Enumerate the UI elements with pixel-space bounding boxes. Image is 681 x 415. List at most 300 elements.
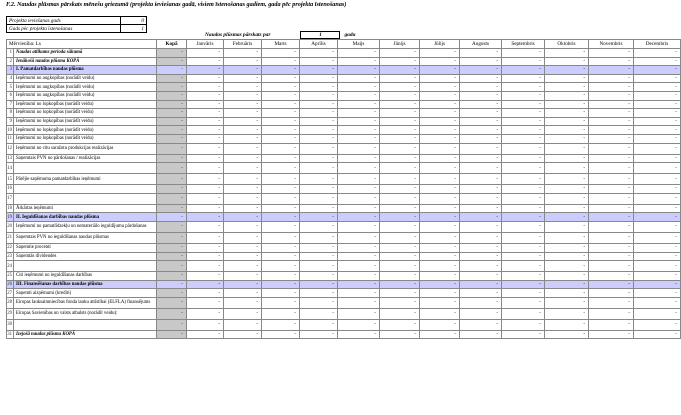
month-value-cell[interactable]: - — [338, 185, 380, 194]
month-value-cell[interactable]: - — [634, 308, 681, 319]
month-value-cell[interactable]: - — [338, 252, 380, 261]
month-value-cell[interactable]: - — [262, 319, 300, 330]
month-value-cell[interactable]: - — [460, 117, 502, 126]
month-value-cell[interactable]: - — [262, 134, 300, 143]
month-value-cell[interactable]: - — [634, 134, 681, 143]
month-value-cell[interactable]: - — [300, 91, 338, 100]
month-value-cell[interactable]: - — [187, 261, 224, 272]
month-value-cell[interactable]: - — [634, 272, 681, 281]
month-value-cell[interactable]: - — [187, 243, 224, 252]
month-value-cell[interactable]: - — [224, 308, 262, 319]
month-value-cell[interactable]: - — [460, 261, 502, 272]
month-value-cell[interactable]: - — [380, 289, 420, 298]
month-value-cell[interactable]: - — [187, 83, 224, 92]
month-value-cell[interactable]: - — [634, 117, 681, 126]
month-value-cell[interactable]: - — [224, 66, 262, 75]
month-value-cell[interactable]: - — [545, 126, 589, 135]
month-value-cell[interactable]: - — [187, 57, 224, 66]
month-value-cell[interactable]: - — [634, 193, 681, 204]
month-value-cell[interactable]: - — [589, 134, 634, 143]
month-value-cell[interactable]: - — [420, 163, 460, 174]
month-value-cell[interactable]: - — [380, 243, 420, 252]
month-value-cell[interactable]: - — [300, 74, 338, 83]
month-value-cell[interactable]: - — [502, 126, 545, 135]
month-value-cell[interactable]: - — [187, 49, 224, 58]
month-value-cell[interactable]: - — [589, 297, 634, 308]
month-value-cell[interactable]: - — [420, 280, 460, 289]
month-value-cell[interactable]: - — [262, 143, 300, 154]
period-value-input[interactable]: 1 — [300, 31, 340, 39]
month-value-cell[interactable]: - — [380, 49, 420, 58]
month-value-cell[interactable]: - — [262, 185, 300, 194]
month-value-cell[interactable]: - — [187, 289, 224, 298]
month-value-cell[interactable]: - — [300, 100, 338, 109]
month-value-cell[interactable]: - — [502, 272, 545, 281]
month-value-cell[interactable]: - — [420, 232, 460, 243]
month-value-cell[interactable]: - — [420, 83, 460, 92]
month-value-cell[interactable]: - — [187, 185, 224, 194]
month-value-cell[interactable]: - — [187, 174, 224, 185]
month-value-cell[interactable]: - — [589, 57, 634, 66]
month-value-cell[interactable]: - — [502, 221, 545, 232]
month-value-cell[interactable]: - — [545, 280, 589, 289]
month-value-cell[interactable]: - — [502, 252, 545, 261]
month-value-cell[interactable]: - — [300, 221, 338, 232]
month-value-cell[interactable]: - — [420, 49, 460, 58]
month-value-cell[interactable]: - — [380, 185, 420, 194]
month-value-cell[interactable]: - — [460, 109, 502, 118]
month-value-cell[interactable]: - — [634, 232, 681, 243]
month-value-cell[interactable]: - — [589, 243, 634, 252]
month-value-cell[interactable]: - — [502, 49, 545, 58]
month-value-cell[interactable]: - — [338, 243, 380, 252]
month-value-cell[interactable]: - — [380, 83, 420, 92]
month-value-cell[interactable]: - — [545, 261, 589, 272]
month-value-cell[interactable]: - — [224, 193, 262, 204]
month-value-cell[interactable]: - — [380, 252, 420, 261]
month-value-cell[interactable]: - — [300, 174, 338, 185]
month-value-cell[interactable]: - — [420, 185, 460, 194]
month-value-cell[interactable]: - — [502, 134, 545, 143]
month-value-cell[interactable]: - — [420, 319, 460, 330]
month-value-cell[interactable]: - — [262, 49, 300, 58]
month-value-cell[interactable]: - — [187, 280, 224, 289]
month-value-cell[interactable]: - — [634, 280, 681, 289]
month-value-cell[interactable]: - — [634, 330, 681, 339]
month-value-cell[interactable]: - — [262, 213, 300, 222]
month-value-cell[interactable]: - — [545, 330, 589, 339]
month-value-cell[interactable]: - — [187, 109, 224, 118]
month-value-cell[interactable]: - — [460, 174, 502, 185]
month-value-cell[interactable]: - — [262, 117, 300, 126]
month-value-cell[interactable]: - — [460, 243, 502, 252]
month-value-cell[interactable]: - — [420, 193, 460, 204]
month-value-cell[interactable]: - — [224, 261, 262, 272]
month-value-cell[interactable]: - — [545, 163, 589, 174]
month-value-cell[interactable]: - — [338, 174, 380, 185]
month-value-cell[interactable]: - — [338, 109, 380, 118]
month-value-cell[interactable]: - — [420, 154, 460, 163]
month-value-cell[interactable]: - — [380, 272, 420, 281]
month-value-cell[interactable]: - — [300, 49, 338, 58]
month-value-cell[interactable]: - — [187, 319, 224, 330]
month-value-cell[interactable]: - — [300, 163, 338, 174]
month-value-cell[interactable]: - — [460, 319, 502, 330]
month-value-cell[interactable]: - — [460, 308, 502, 319]
month-value-cell[interactable]: - — [224, 330, 262, 339]
month-value-cell[interactable]: - — [224, 252, 262, 261]
month-value-cell[interactable]: - — [262, 126, 300, 135]
month-value-cell[interactable]: - — [502, 297, 545, 308]
month-value-cell[interactable]: - — [420, 297, 460, 308]
month-value-cell[interactable]: - — [545, 100, 589, 109]
month-value-cell[interactable]: - — [545, 74, 589, 83]
month-value-cell[interactable]: - — [420, 252, 460, 261]
month-value-cell[interactable]: - — [460, 193, 502, 204]
month-value-cell[interactable]: - — [224, 272, 262, 281]
month-value-cell[interactable]: - — [380, 204, 420, 213]
month-value-cell[interactable]: - — [545, 154, 589, 163]
month-value-cell[interactable]: - — [380, 280, 420, 289]
month-value-cell[interactable]: - — [420, 221, 460, 232]
month-value-cell[interactable]: - — [224, 91, 262, 100]
month-value-cell[interactable]: - — [589, 163, 634, 174]
month-value-cell[interactable]: - — [338, 330, 380, 339]
month-value-cell[interactable]: - — [300, 243, 338, 252]
month-value-cell[interactable]: - — [300, 289, 338, 298]
month-value-cell[interactable]: - — [589, 213, 634, 222]
month-value-cell[interactable]: - — [460, 49, 502, 58]
month-value-cell[interactable]: - — [262, 100, 300, 109]
month-value-cell[interactable]: - — [502, 280, 545, 289]
month-value-cell[interactable]: - — [187, 100, 224, 109]
month-value-cell[interactable]: - — [502, 100, 545, 109]
month-value-cell[interactable]: - — [300, 83, 338, 92]
month-value-cell[interactable]: - — [545, 174, 589, 185]
month-value-cell[interactable]: - — [300, 143, 338, 154]
month-value-cell[interactable]: - — [634, 297, 681, 308]
month-value-cell[interactable]: - — [380, 297, 420, 308]
month-value-cell[interactable]: - — [338, 221, 380, 232]
month-value-cell[interactable]: - — [634, 252, 681, 261]
month-value-cell[interactable]: - — [545, 308, 589, 319]
month-value-cell[interactable]: - — [502, 174, 545, 185]
month-value-cell[interactable]: - — [262, 272, 300, 281]
month-value-cell[interactable]: - — [460, 163, 502, 174]
month-value-cell[interactable]: - — [224, 185, 262, 194]
month-value-cell[interactable]: - — [380, 100, 420, 109]
month-value-cell[interactable]: - — [502, 261, 545, 272]
month-value-cell[interactable]: - — [589, 100, 634, 109]
month-value-cell[interactable]: - — [460, 91, 502, 100]
month-value-cell[interactable]: - — [300, 261, 338, 272]
param-value-input[interactable]: 0 — [120, 17, 146, 24]
month-value-cell[interactable]: - — [589, 126, 634, 135]
month-value-cell[interactable]: - — [300, 57, 338, 66]
month-value-cell[interactable]: - — [545, 193, 589, 204]
month-value-cell[interactable]: - — [460, 204, 502, 213]
month-value-cell[interactable]: - — [338, 272, 380, 281]
month-value-cell[interactable]: - — [460, 66, 502, 75]
month-value-cell[interactable]: - — [380, 143, 420, 154]
month-value-cell[interactable]: - — [380, 330, 420, 339]
month-value-cell[interactable]: - — [502, 66, 545, 75]
month-value-cell[interactable]: - — [224, 100, 262, 109]
month-value-cell[interactable]: - — [545, 204, 589, 213]
month-value-cell[interactable]: - — [262, 308, 300, 319]
month-value-cell[interactable]: - — [634, 143, 681, 154]
month-value-cell[interactable]: - — [460, 232, 502, 243]
month-value-cell[interactable]: - — [300, 117, 338, 126]
month-value-cell[interactable]: - — [502, 330, 545, 339]
month-value-cell[interactable]: - — [262, 109, 300, 118]
month-value-cell[interactable]: - — [502, 154, 545, 163]
month-value-cell[interactable]: - — [460, 221, 502, 232]
month-value-cell[interactable]: - — [420, 204, 460, 213]
month-value-cell[interactable]: - — [380, 66, 420, 75]
month-value-cell[interactable]: - — [224, 174, 262, 185]
month-value-cell[interactable]: - — [545, 143, 589, 154]
month-value-cell[interactable]: - — [300, 252, 338, 261]
month-value-cell[interactable]: - — [420, 91, 460, 100]
month-value-cell[interactable]: - — [502, 57, 545, 66]
month-value-cell[interactable]: - — [589, 261, 634, 272]
month-value-cell[interactable]: - — [187, 193, 224, 204]
month-value-cell[interactable]: - — [589, 49, 634, 58]
month-value-cell[interactable]: - — [380, 261, 420, 272]
month-value-cell[interactable]: - — [589, 308, 634, 319]
month-value-cell[interactable]: - — [420, 272, 460, 281]
month-value-cell[interactable]: - — [224, 297, 262, 308]
month-value-cell[interactable]: - — [262, 154, 300, 163]
month-value-cell[interactable]: - — [634, 154, 681, 163]
month-value-cell[interactable]: - — [338, 308, 380, 319]
month-value-cell[interactable]: - — [502, 232, 545, 243]
month-value-cell[interactable]: - — [224, 154, 262, 163]
month-value-cell[interactable]: - — [460, 213, 502, 222]
month-value-cell[interactable]: - — [589, 221, 634, 232]
param-value-input[interactable]: 1 — [120, 25, 146, 32]
month-value-cell[interactable]: - — [634, 289, 681, 298]
month-value-cell[interactable]: - — [262, 330, 300, 339]
month-value-cell[interactable]: - — [187, 297, 224, 308]
month-value-cell[interactable]: - — [460, 289, 502, 298]
month-value-cell[interactable]: - — [545, 57, 589, 66]
month-value-cell[interactable]: - — [589, 117, 634, 126]
month-value-cell[interactable]: - — [420, 174, 460, 185]
month-value-cell[interactable]: - — [380, 174, 420, 185]
month-value-cell[interactable]: - — [262, 204, 300, 213]
month-value-cell[interactable]: - — [502, 289, 545, 298]
month-value-cell[interactable]: - — [502, 74, 545, 83]
month-value-cell[interactable]: - — [338, 126, 380, 135]
month-value-cell[interactable]: - — [545, 91, 589, 100]
month-value-cell[interactable]: - — [338, 213, 380, 222]
month-value-cell[interactable]: - — [502, 204, 545, 213]
month-value-cell[interactable]: - — [187, 221, 224, 232]
month-value-cell[interactable]: - — [545, 117, 589, 126]
month-value-cell[interactable]: - — [589, 74, 634, 83]
month-value-cell[interactable]: - — [300, 185, 338, 194]
month-value-cell[interactable]: - — [338, 117, 380, 126]
month-value-cell[interactable]: - — [380, 91, 420, 100]
month-value-cell[interactable]: - — [545, 66, 589, 75]
month-value-cell[interactable]: - — [545, 221, 589, 232]
month-value-cell[interactable]: - — [634, 49, 681, 58]
month-value-cell[interactable]: - — [300, 308, 338, 319]
month-value-cell[interactable]: - — [545, 243, 589, 252]
month-value-cell[interactable]: - — [224, 163, 262, 174]
month-value-cell[interactable]: - — [589, 185, 634, 194]
month-value-cell[interactable]: - — [589, 154, 634, 163]
month-value-cell[interactable]: - — [187, 74, 224, 83]
month-value-cell[interactable]: - — [380, 134, 420, 143]
month-value-cell[interactable]: - — [300, 232, 338, 243]
month-value-cell[interactable]: - — [634, 66, 681, 75]
month-value-cell[interactable]: - — [262, 252, 300, 261]
month-value-cell[interactable]: - — [187, 143, 224, 154]
month-value-cell[interactable]: - — [187, 163, 224, 174]
month-value-cell[interactable]: - — [420, 66, 460, 75]
month-value-cell[interactable]: - — [634, 74, 681, 83]
month-value-cell[interactable]: - — [634, 261, 681, 272]
month-value-cell[interactable]: - — [634, 185, 681, 194]
month-value-cell[interactable]: - — [262, 91, 300, 100]
month-value-cell[interactable]: - — [460, 272, 502, 281]
month-value-cell[interactable]: - — [420, 100, 460, 109]
month-value-cell[interactable]: - — [589, 204, 634, 213]
month-value-cell[interactable]: - — [300, 272, 338, 281]
month-value-cell[interactable]: - — [502, 193, 545, 204]
month-value-cell[interactable]: - — [262, 66, 300, 75]
month-value-cell[interactable]: - — [380, 193, 420, 204]
month-value-cell[interactable]: - — [338, 74, 380, 83]
month-value-cell[interactable]: - — [420, 289, 460, 298]
month-value-cell[interactable]: - — [224, 213, 262, 222]
month-value-cell[interactable]: - — [224, 289, 262, 298]
month-value-cell[interactable]: - — [224, 117, 262, 126]
month-value-cell[interactable]: - — [460, 143, 502, 154]
month-value-cell[interactable]: - — [224, 109, 262, 118]
month-value-cell[interactable]: - — [187, 232, 224, 243]
month-value-cell[interactable]: - — [380, 232, 420, 243]
month-value-cell[interactable]: - — [634, 319, 681, 330]
month-value-cell[interactable]: - — [187, 66, 224, 75]
month-value-cell[interactable]: - — [262, 280, 300, 289]
month-value-cell[interactable]: - — [634, 213, 681, 222]
month-value-cell[interactable]: - — [187, 272, 224, 281]
month-value-cell[interactable]: - — [338, 57, 380, 66]
month-value-cell[interactable]: - — [420, 117, 460, 126]
month-value-cell[interactable]: - — [420, 57, 460, 66]
month-value-cell[interactable]: - — [589, 83, 634, 92]
month-value-cell[interactable]: - — [187, 117, 224, 126]
month-value-cell[interactable]: - — [262, 232, 300, 243]
month-value-cell[interactable]: - — [634, 204, 681, 213]
month-value-cell[interactable]: - — [502, 91, 545, 100]
month-value-cell[interactable]: - — [634, 109, 681, 118]
month-value-cell[interactable]: - — [380, 126, 420, 135]
month-value-cell[interactable]: - — [338, 134, 380, 143]
month-value-cell[interactable]: - — [300, 154, 338, 163]
month-value-cell[interactable]: - — [634, 126, 681, 135]
month-value-cell[interactable]: - — [634, 163, 681, 174]
month-value-cell[interactable]: - — [338, 83, 380, 92]
month-value-cell[interactable]: - — [502, 319, 545, 330]
month-value-cell[interactable]: - — [224, 143, 262, 154]
month-value-cell[interactable]: - — [502, 163, 545, 174]
month-value-cell[interactable]: - — [338, 193, 380, 204]
month-value-cell[interactable]: - — [545, 252, 589, 261]
month-value-cell[interactable]: - — [187, 204, 224, 213]
month-value-cell[interactable]: - — [338, 154, 380, 163]
month-value-cell[interactable]: - — [300, 330, 338, 339]
month-value-cell[interactable]: - — [634, 91, 681, 100]
month-value-cell[interactable]: - — [380, 154, 420, 163]
month-value-cell[interactable]: - — [545, 49, 589, 58]
month-value-cell[interactable]: - — [420, 308, 460, 319]
month-value-cell[interactable]: - — [187, 154, 224, 163]
month-value-cell[interactable]: - — [300, 213, 338, 222]
month-value-cell[interactable]: - — [300, 66, 338, 75]
month-value-cell[interactable]: - — [420, 261, 460, 272]
month-value-cell[interactable]: - — [338, 261, 380, 272]
month-value-cell[interactable]: - — [502, 143, 545, 154]
month-value-cell[interactable]: - — [545, 134, 589, 143]
month-value-cell[interactable]: - — [224, 221, 262, 232]
month-value-cell[interactable]: - — [502, 83, 545, 92]
month-value-cell[interactable]: - — [338, 143, 380, 154]
month-value-cell[interactable]: - — [187, 252, 224, 261]
month-value-cell[interactable]: - — [589, 91, 634, 100]
month-value-cell[interactable]: - — [224, 243, 262, 252]
month-value-cell[interactable]: - — [589, 272, 634, 281]
month-value-cell[interactable]: - — [545, 83, 589, 92]
month-value-cell[interactable]: - — [262, 57, 300, 66]
month-value-cell[interactable]: - — [460, 57, 502, 66]
month-value-cell[interactable]: - — [338, 289, 380, 298]
month-value-cell[interactable]: - — [634, 57, 681, 66]
month-value-cell[interactable]: - — [262, 221, 300, 232]
month-value-cell[interactable]: - — [187, 134, 224, 143]
month-value-cell[interactable]: - — [380, 74, 420, 83]
month-value-cell[interactable]: - — [634, 243, 681, 252]
month-value-cell[interactable]: - — [460, 185, 502, 194]
month-value-cell[interactable]: - — [589, 319, 634, 330]
month-value-cell[interactable]: - — [300, 280, 338, 289]
month-value-cell[interactable]: - — [460, 280, 502, 289]
month-value-cell[interactable]: - — [262, 193, 300, 204]
month-value-cell[interactable]: - — [502, 185, 545, 194]
month-value-cell[interactable]: - — [545, 109, 589, 118]
month-value-cell[interactable]: - — [262, 243, 300, 252]
month-value-cell[interactable]: - — [589, 252, 634, 261]
month-value-cell[interactable]: - — [300, 193, 338, 204]
month-value-cell[interactable]: - — [338, 91, 380, 100]
month-value-cell[interactable]: - — [634, 100, 681, 109]
month-value-cell[interactable]: - — [338, 280, 380, 289]
month-value-cell[interactable]: - — [380, 319, 420, 330]
month-value-cell[interactable]: - — [380, 213, 420, 222]
month-value-cell[interactable]: - — [460, 134, 502, 143]
month-value-cell[interactable]: - — [420, 330, 460, 339]
month-value-cell[interactable]: - — [460, 100, 502, 109]
month-value-cell[interactable]: - — [338, 49, 380, 58]
month-value-cell[interactable]: - — [589, 193, 634, 204]
month-value-cell[interactable]: - — [380, 308, 420, 319]
month-value-cell[interactable]: - — [224, 74, 262, 83]
month-value-cell[interactable]: - — [224, 319, 262, 330]
